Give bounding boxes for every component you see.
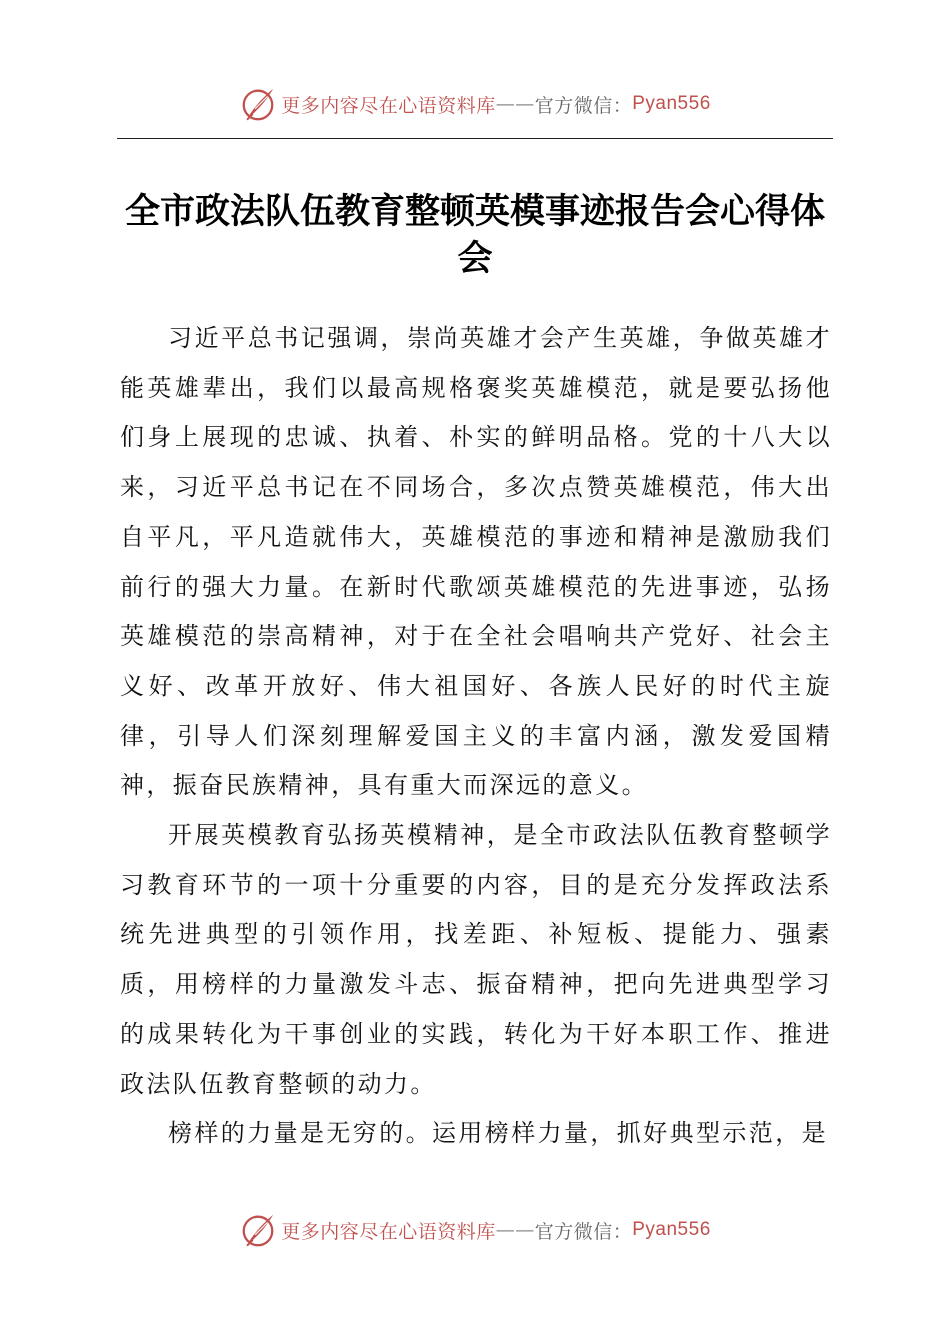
document-body xyxy=(120,314,832,1159)
footer-wechat-label: 官方微信： xyxy=(534,1220,633,1243)
footer-wechat-id[interactable]: Pyan556 xyxy=(632,1219,711,1240)
header-promo-text: 更多内容尽在心语资料库 xyxy=(281,94,496,117)
footer-promo-text: 更多内容尽在心语资料库 xyxy=(281,1220,496,1243)
footer-separator: —— xyxy=(495,1219,535,1241)
quill-pen-logo-icon xyxy=(239,85,277,123)
footer-banner[interactable] xyxy=(0,1208,950,1252)
header-wechat-id[interactable]: Pyan556 xyxy=(632,93,711,114)
header-wechat-label: 官方微信： xyxy=(534,94,633,117)
header-divider xyxy=(117,138,833,139)
header-separator: —— xyxy=(495,93,535,115)
paragraph-3: 榜样的力量是无穷的。运用榜样力量，抓好典型示范，是 xyxy=(168,1119,828,1148)
header-banner[interactable] xyxy=(0,82,950,126)
paragraph-1: 习近平总书记强调，崇尚英雄才会产生英雄，争做英雄才能英雄辈出，我们以最高规格褒奖英雄模范，就是要弘扬他们身上展现的忠诚、执着、朴实的鲜明品格。党的十八大以来，习近平总书记在不同场合，多次点赞英雄模范，伟大出自平凡，平凡造就伟大，英雄模范的事迹和精神是激励我们前行的强大力量。在新时代歌颂英雄模范的先进事迹，弘扬英雄模范的崇高精神，对于在全社会唱响共产党好、社会主义好、改革开放好、伟大祖国好、各族人民好的时代主旋律，引导人们深刻理解爱国主义的丰富内涵，激发爱国精神，振奋民族精神，具有重大而深远的意义。 xyxy=(120,324,832,800)
quill-pen-logo-icon xyxy=(239,1211,277,1249)
paragraph-2: 开展英模教育弘扬英模精神，是全市政法队伍教育整顿学习教育环节的一项十分重要的内容，目的是充分发挥政法系统先进典型的引领作用，找差距、补短板、提能力、强素质，用榜样的力量激发斗志、振奋精神，把向先进典型学习的成果转化为干事创业的实践，转化为干好本职工作、推进政法队伍教育整顿的动力。 xyxy=(120,821,832,1098)
document-title: 全市政法队伍教育整顿英模事迹报告会心得体会 xyxy=(124,191,825,279)
